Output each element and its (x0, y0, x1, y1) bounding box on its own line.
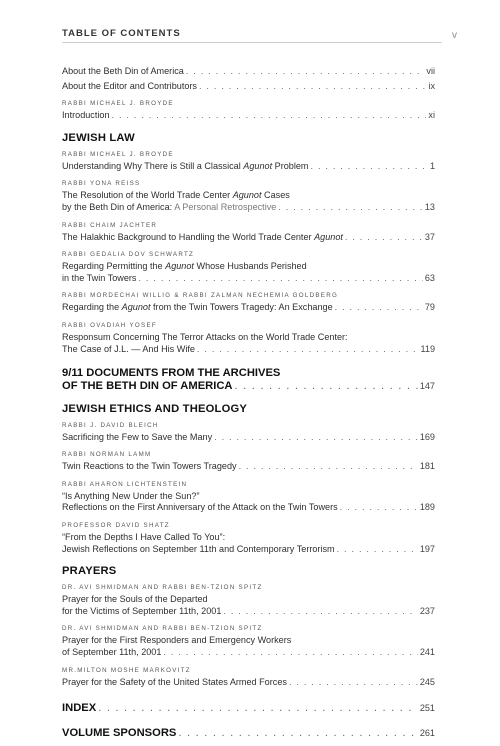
entry-page: 245 (419, 676, 435, 687)
entry-title: of September 11th, 2001 (62, 646, 162, 657)
entry-page: 119 (420, 343, 435, 354)
entry-page: 37 (424, 231, 435, 242)
entry-page: 1 (429, 160, 435, 171)
entry-title: by the Beth Din of America: A Personal Retrospective (62, 201, 277, 212)
entry-author: PROFESSOR DAVID SHATZ (62, 522, 170, 529)
entry-page: xi (428, 110, 435, 121)
toc-entry-index[interactable] (62, 702, 435, 715)
entry-title: About the Editor and Contributors (62, 80, 197, 91)
entry-author: DR. AVI SHMIDMAN AND RABBI BEN-TZION SPITZ (62, 584, 263, 592)
entry-author: MR.MILTON MOSHE MARKOVITZ (62, 666, 191, 674)
entry-title: Reflections on the First Anniversary of the Attack on the Twin Towers (62, 502, 338, 513)
header-rule (62, 42, 442, 43)
dot-leader (337, 544, 418, 556)
section-heading-prayers: PRAYERS (62, 565, 117, 578)
entry-author: RABBI J. DAVID BLEICH (62, 421, 159, 429)
toc-entry-prayer-responders[interactable] (62, 647, 435, 659)
section-entry-documents: OF THE BETH DIN OF AMERICA . . . 147 (62, 380, 435, 393)
entry-title: The Case of J.L. — And His Wife (62, 343, 195, 354)
entry-title: in the Twin Towers (62, 272, 137, 283)
entry-page: 63 (424, 272, 435, 283)
entry-page: 189 (419, 502, 435, 513)
entry-author: RABBI MICHAEL J. BROYDE (62, 150, 174, 158)
entry-title: for the Victims of September 11th, 2001 (62, 605, 222, 616)
entry-title-line[interactable]: Prayer for the Souls of the Departed (62, 594, 208, 605)
toc-entry-responsum[interactable] (62, 344, 435, 356)
dot-leader (197, 344, 419, 356)
entry-author: DR. AVI SHMIDMAN AND RABBI BEN-TZION SPITZ (62, 625, 263, 633)
entry-author: RABBI OVADIAH YOSEF (62, 321, 157, 329)
toc-entry-prayer-souls[interactable] (62, 606, 435, 618)
entry-title: Regarding the Agunot from the Twin Towers Tragedy: An Exchange (62, 302, 333, 313)
table-of-contents (62, 66, 435, 740)
toc-entry-about-editor[interactable] (62, 81, 435, 93)
entry-title-line[interactable]: “Is Anything New Under the Sun?” (62, 490, 200, 501)
running-header (62, 28, 457, 44)
entry-author: RABBI MICHAEL J. BROYDE (62, 100, 174, 108)
dot-leader (340, 502, 418, 514)
dot-leader (223, 606, 417, 618)
entry-author: RABBI MORDECHAI WILLIG & RABBI ZALMAN NECHEMIA GOLDBERG (62, 292, 339, 300)
toc-section-documents[interactable] (62, 367, 435, 393)
toc-entry-classical-agunot[interactable] (62, 161, 435, 173)
entry-author: RABBI NORMAN LAMM (62, 451, 152, 459)
entry-page: 147 (419, 380, 435, 391)
dot-leader (163, 647, 417, 659)
dot-leader (311, 161, 428, 173)
entry-author: RABBI AHARON LICHTENSTEIN (62, 480, 188, 488)
entry-title-line[interactable]: The Resolution of the World Trade Center Agunot Cases (62, 190, 290, 201)
dot-leader (278, 202, 423, 214)
entry-title: Twin Reactions to the Twin Towers Tragedy (62, 461, 237, 472)
entry-title: INDEX (62, 702, 97, 715)
dot-leader (98, 702, 418, 715)
dot-leader (239, 461, 418, 473)
entry-author: RABBI CHAIM JACHTER (62, 221, 158, 229)
dot-leader (345, 232, 423, 244)
entry-title-line[interactable]: Prayer for the First Responders and Emergency Workers (62, 635, 292, 646)
section-heading-documents: 9/11 DOCUMENTS FROM THE ARCHIVES (62, 367, 281, 380)
entry-page: 169 (419, 431, 435, 442)
toc-entry-twin-reactions[interactable] (62, 461, 435, 473)
dot-leader (186, 66, 425, 78)
entry-title: Sacrificing the Few to Save the Many (62, 431, 213, 442)
entry-title-line[interactable]: “From the Depths I Have Called To You”: (62, 532, 226, 542)
entry-title: Jewish Reflections on September 11th and Contemporary Terrorism (62, 543, 335, 554)
entry-title: Introduction (62, 110, 110, 121)
toc-entry-anything-new[interactable] (62, 502, 435, 514)
toc-entry-introduction[interactable] (62, 110, 435, 122)
entry-page: 237 (419, 605, 435, 616)
entry-page: 197 (419, 543, 435, 554)
toc-entry-from-the-depths[interactable] (62, 544, 435, 556)
entry-title-line[interactable]: Regarding Permitting the Agunot Whose Husbands Perished (62, 261, 307, 272)
entry-page: 79 (424, 302, 435, 313)
dot-leader (235, 380, 418, 393)
entry-page: 181 (419, 461, 435, 472)
dot-leader (112, 110, 427, 122)
toc-entry-halakhic-background[interactable] (62, 232, 435, 244)
dot-leader (138, 273, 422, 285)
entry-page: vii (426, 66, 435, 76)
toc-entry-permitting-agunot[interactable] (62, 273, 435, 285)
dot-leader (199, 81, 426, 93)
toc-entry-volume-sponsors[interactable] (62, 727, 435, 740)
entry-title: About the Beth Din of America (62, 66, 184, 76)
entry-title: The Halakhic Background to Handling the World Trade Center Agunot (62, 231, 343, 242)
entry-title-line[interactable]: Responsum Concerning The Terror Attacks on the World Trade Center: (62, 331, 348, 342)
header-page-number: v (452, 30, 457, 41)
dot-leader (289, 677, 418, 689)
section-heading-ethics: JEWISH ETHICS AND THEOLOGY (62, 402, 248, 415)
toc-entry-prayer-armed-forces[interactable] (62, 677, 435, 689)
entry-title: VOLUME SPONSORS (62, 727, 177, 740)
section-heading-jewish-law: JEWISH LAW (62, 131, 135, 144)
toc-entry-resolution-wtc[interactable] (62, 202, 435, 214)
entry-author: RABBI GEDALIA DOV SCHWARTZ (62, 251, 195, 259)
toc-entry-about-beth-din[interactable] (62, 66, 435, 78)
entry-title: Understanding Why There is Still a Classical Agunot Problem (62, 160, 309, 171)
toc-entry-exchange[interactable] (62, 302, 435, 314)
header-title: TABLE OF CONTENTS (62, 28, 181, 39)
entry-page: 251 (419, 703, 435, 714)
entry-page: ix (428, 80, 435, 91)
entry-title: Prayer for the Safety of the United States Armed Forces (62, 676, 287, 687)
entry-page: 13 (424, 201, 435, 212)
entry-page: 261 (419, 728, 435, 739)
toc-entry-sacrificing-few[interactable] (62, 432, 435, 444)
dot-leader (178, 727, 417, 740)
dot-leader (335, 302, 423, 314)
entry-page: 241 (419, 646, 435, 657)
entry-author: RABBI YONA REISS (62, 180, 141, 188)
dot-leader (214, 432, 418, 444)
